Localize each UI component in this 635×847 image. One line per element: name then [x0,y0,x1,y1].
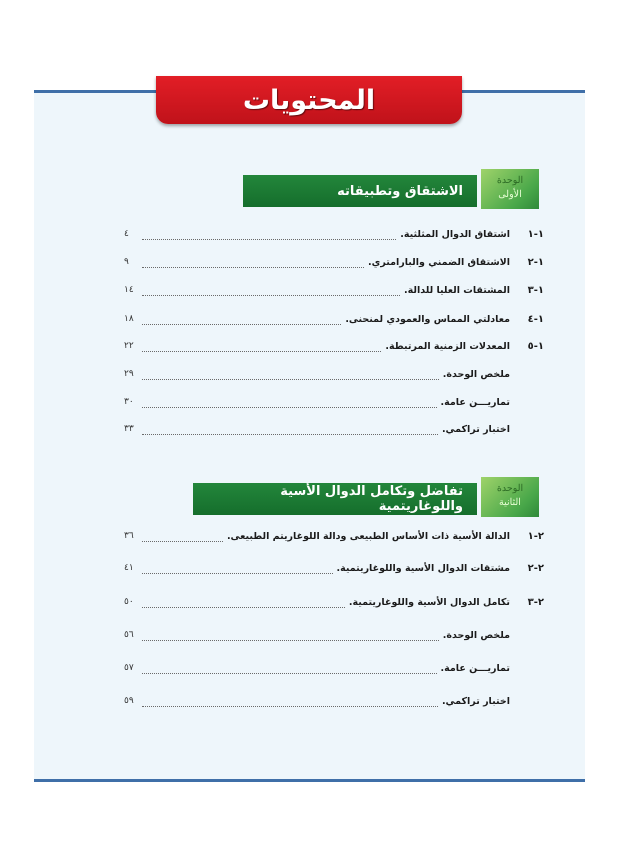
toc-entry[interactable] [124,394,544,410]
toc-entry[interactable] [124,366,544,382]
unit-2-title: تفاضل وتكامل الدوال الأسية واللوغاريتمية [193,483,477,515]
toc-entry[interactable] [124,421,544,437]
toc-entry[interactable] [124,338,544,354]
unit-1-label-line1: الوحدة [496,175,524,186]
entry-title: تكامل الدوال الأسية واللوغاريتمية. [348,596,510,608]
entry-page: ٥٠ [124,597,134,607]
dot-leader [142,229,396,240]
top-rule-left [34,90,156,93]
entry-number: ١-٣ [527,284,544,296]
entry-number: ١-٥ [527,340,544,352]
toc-entry[interactable] [124,254,544,270]
entry-page: ٣٦ [124,531,134,541]
entry-page: ٤١ [124,563,134,573]
unit-2-label-line1: الوحدة [496,483,524,494]
dot-leader [142,597,345,608]
entry-number: ٢-٣ [527,596,544,608]
entry-title: تماريـــن عامة. [440,662,510,674]
dot-leader [142,563,333,574]
toc-entry[interactable] [124,594,544,610]
dot-leader [142,696,438,707]
entry-title: اختبار تراكمي. [441,695,510,707]
unit-2-label-line2: الثانية [499,497,521,508]
toc-entry[interactable] [124,693,544,709]
entry-title: اختبار تراكمي. [441,423,510,435]
entry-title: الاشتقاق الضمني والبارامتري. [368,256,510,268]
entry-number: ١-٤ [527,313,544,325]
entry-page: ٥٦ [124,630,134,640]
bottom-rule [34,779,585,782]
entry-number: ١-١ [527,228,544,240]
dot-leader [142,424,438,435]
dot-leader [142,397,437,408]
toc-entry[interactable] [124,528,544,544]
toc-entry[interactable] [124,311,544,327]
top-rule-right [462,90,585,93]
entry-page: ٥٧ [124,663,134,673]
entry-page: ١٨ [124,314,134,324]
dot-leader [142,257,364,268]
entry-title: تماريـــن عامة. [440,396,510,408]
toc-entry[interactable] [124,627,544,643]
entry-page: ٢٢ [124,341,134,351]
toc-entry[interactable] [124,226,544,242]
entry-title: ملخص الوحدة. [442,368,510,380]
entry-page: ٤ [124,229,129,239]
entry-page: ١٤ [124,285,134,295]
entry-title: المعدلات الزمنية المرتبطة. [385,340,510,352]
dot-leader [142,531,223,542]
entry-title: اشتقاق الدوال المثلثية. [400,228,510,240]
entry-page: ٩ [124,257,129,267]
entry-page: ٥٩ [124,696,134,706]
toc-entry[interactable] [124,282,544,298]
entry-title: الدالة الأسية ذات الأساس الطبيعى ودالة اللوغاريتم الطبيعى. [226,530,510,542]
dot-leader [142,341,381,352]
toc-entry[interactable] [124,560,544,576]
dot-leader [142,663,437,674]
entry-page: ٣٠ [124,397,134,407]
entry-number: ٢-٢ [527,562,544,574]
entry-title: المشتقات العليا للدالة. [404,284,510,296]
unit-1-title: الاشتقاق وتطبيقاته [243,175,477,207]
dot-leader [142,285,400,296]
toc-entry[interactable] [124,660,544,676]
dot-leader [142,314,341,325]
dot-leader [142,630,439,641]
page-title: المحتويات [156,76,462,124]
entry-title: ملخص الوحدة. [442,629,510,641]
dot-leader [142,369,439,380]
unit-1-label-line2: الأولى [498,189,522,200]
entry-title: معادلتي المماس والعمودي لمنحنى. [345,313,510,325]
entry-page: ٢٩ [124,369,134,379]
entry-number: ١-٢ [527,256,544,268]
entry-title: مشتقات الدوال الأسية واللوغاريتمية. [336,562,510,574]
unit-1-label [481,169,539,209]
unit-2-label [481,477,539,517]
entry-page: ٣٣ [124,424,134,434]
entry-number: ٢-١ [527,530,544,542]
